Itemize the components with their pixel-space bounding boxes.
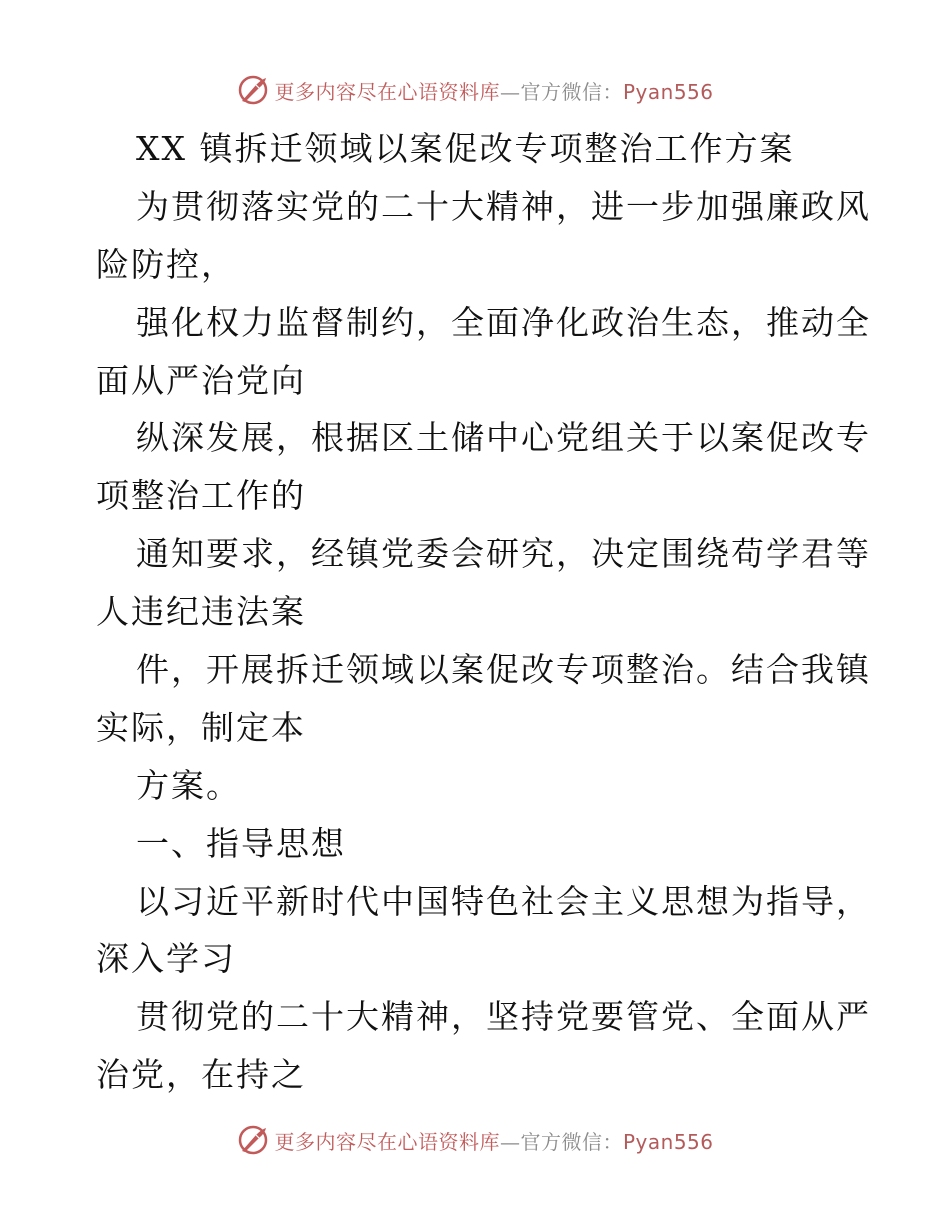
paragraph-line: 强化权力监督制约，全面净化政治生态，推动全	[136, 302, 871, 342]
header-watermark	[0, 70, 950, 110]
paragraph-line: 实际，制定本	[96, 707, 306, 747]
footer-watermark	[0, 1120, 950, 1160]
watermark-brand: 更多内容尽在心语资料库	[274, 79, 500, 104]
watermark-wechat-label: 官方微信：	[520, 79, 623, 104]
document-title: XX 镇拆迁领域以案促改专项整治工作方案	[136, 129, 795, 168]
watermark-text	[274, 1126, 713, 1155]
watermark-brand: 更多内容尽在心语资料库	[274, 1129, 500, 1154]
section-heading: 一、指导思想	[136, 823, 346, 863]
watermark-text	[274, 76, 713, 105]
paragraph-line: 面从严治党向	[96, 360, 306, 400]
paragraph-line: 为贯彻落实党的二十大精神，进一步加强廉政风	[136, 186, 871, 226]
paragraph-line: 方案。	[136, 765, 241, 805]
paragraph-line: 贯彻党的二十大精神，坚持党要管党、全面从严	[136, 997, 871, 1037]
document-body	[96, 120, 871, 1104]
watermark-separator: —	[499, 1129, 521, 1154]
paragraph-line: 项整治工作的	[96, 476, 306, 516]
paragraph-line: 深入学习	[96, 939, 236, 979]
paragraph-line: 纵深发展，根据区土储中心党组关于以案促改专	[136, 418, 871, 458]
paragraph-line: 治党，在持之	[96, 1055, 306, 1095]
paragraph-line: 以习近平新时代中国特色社会主义思想为指导，	[136, 881, 871, 921]
quill-pen-logo-icon	[236, 1123, 270, 1157]
watermark-wechat-label: 官方微信：	[520, 1129, 623, 1154]
watermark-wechat-id: Pyan556	[622, 1129, 714, 1154]
quill-pen-logo-icon	[236, 73, 270, 107]
paragraph-line: 通知要求，经镇党委会研究，决定围绕苟学君等	[136, 534, 871, 574]
paragraph-line: 人违纪违法案	[96, 592, 306, 632]
watermark-wechat-id: Pyan556	[622, 79, 714, 104]
paragraph-line: 险防控，	[96, 244, 236, 284]
paragraph-line: 件，开展拆迁领域以案促改专项整治。结合我镇	[136, 650, 871, 690]
watermark-separator: —	[499, 79, 521, 104]
